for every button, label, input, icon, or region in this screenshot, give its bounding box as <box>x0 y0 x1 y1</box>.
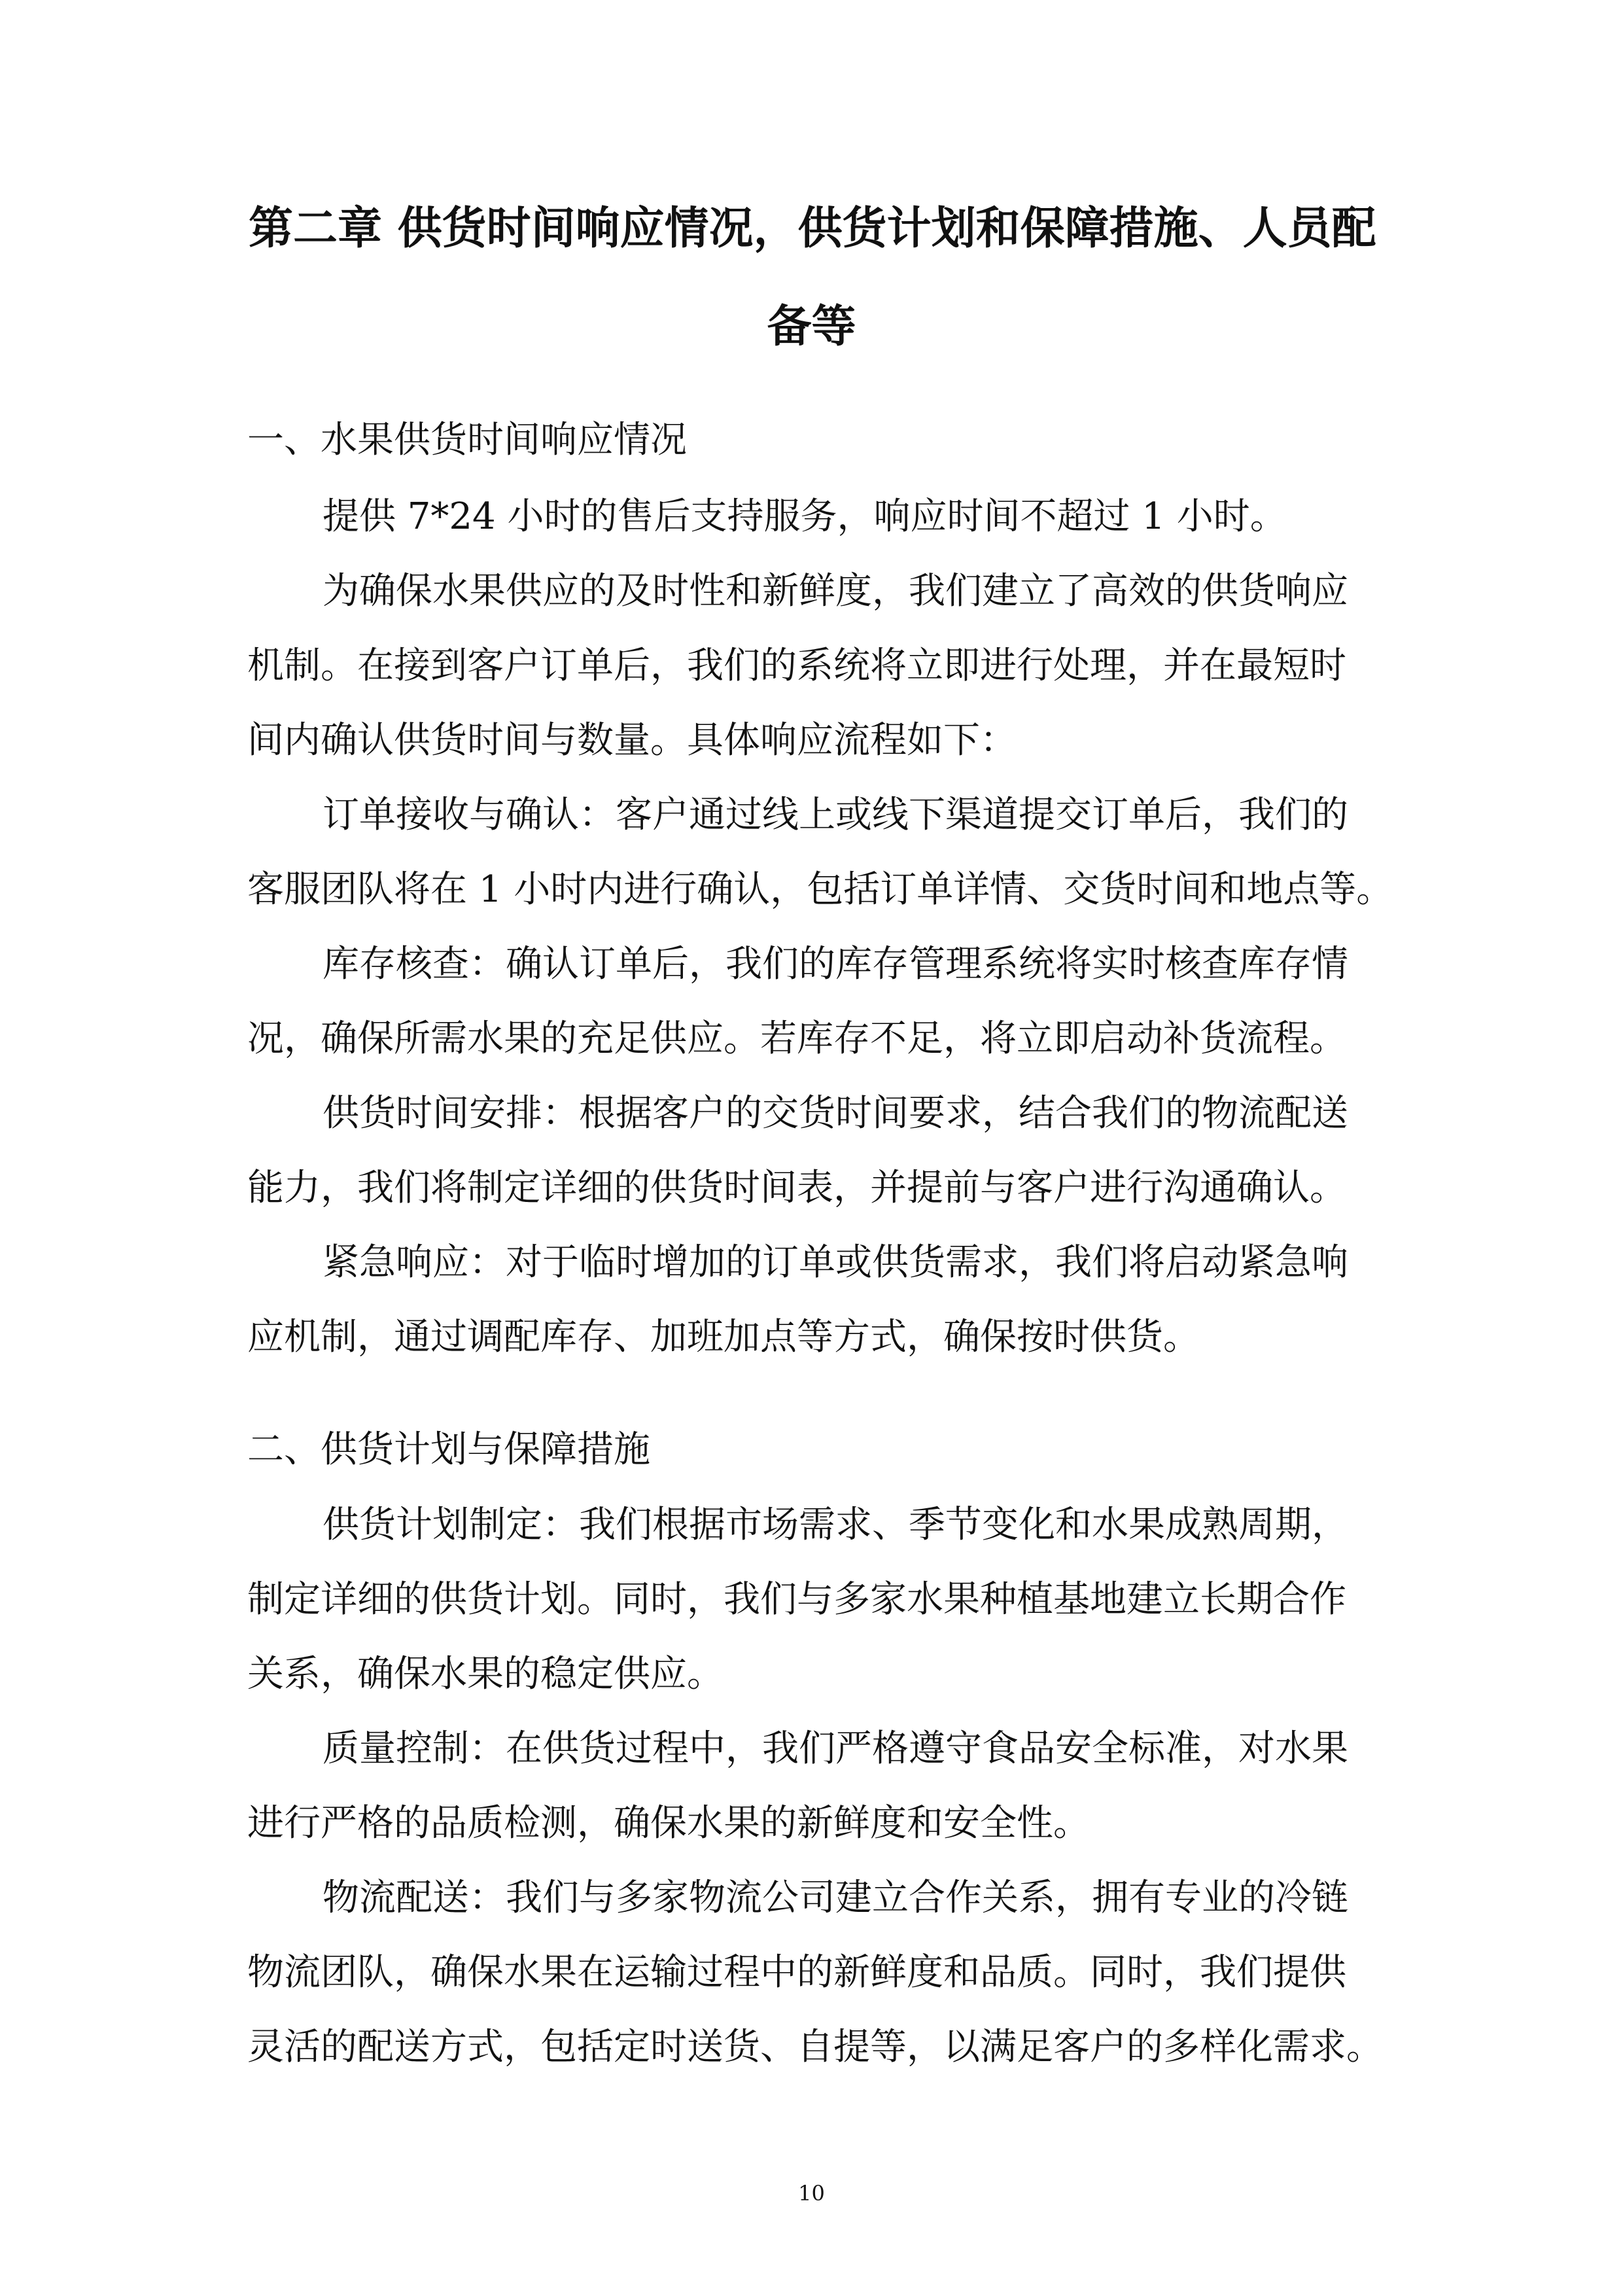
section-1-heading: 一、水果供货时间响应情况 <box>247 419 687 461</box>
paragraph-line: 库存核查：确认订单后，我们的库存管理系统将实时核查库存情 <box>323 943 1348 985</box>
paragraph-line: 能力，我们将制定详细的供货时间表，并提前与客户进行沟通确认。 <box>247 1167 1346 1209</box>
paragraph-line: 机制。在接到客户订单后，我们的系统将立即进行处理，并在最短时 <box>247 645 1346 687</box>
paragraph-line: 物流配送：我们与多家物流公司建立合作关系，拥有专业的冷链 <box>323 1877 1348 1919</box>
paragraph-line: 供货计划制定：我们根据市场需求、季节变化和水果成熟周期， <box>323 1504 1348 1546</box>
paragraph-line: 提供 7*24 小时的售后支持服务，响应时间不超过 1 小时。 <box>323 495 1287 538</box>
page-title <box>249 180 1374 376</box>
section-2-heading: 二、供货计划与保障措施 <box>247 1428 650 1471</box>
paragraph-line: 灵活的配送方式，包括定时送货、自提等，以满足客户的多样化需求。 <box>247 2026 1383 2068</box>
paragraph-line: 间内确认供货时间与数量。具体响应流程如下： <box>247 719 1017 762</box>
paragraph-line: 供货时间安排：根据客户的交货时间要求，结合我们的物流配送 <box>323 1092 1348 1135</box>
paragraph-line: 紧急响应：对于临时增加的订单或供货需求，我们将启动紧急响 <box>323 1241 1348 1284</box>
paragraph-line: 关系，确保水果的稳定供应。 <box>247 1653 724 1695</box>
paragraph-line: 质量控制：在供货过程中，我们严格遵守食品安全标准，对水果 <box>323 1727 1348 1770</box>
paragraph-line: 制定详细的供货计划。同时，我们与多家水果种植基地建立长期合作 <box>247 1578 1346 1621</box>
paragraph-line: 物流团队，确保水果在运输过程中的新鲜度和品质。同时，我们提供 <box>247 1951 1346 1994</box>
paragraph-line: 进行严格的品质检测，确保水果的新鲜度和安全性。 <box>247 1802 1090 1845</box>
paragraph-line: 客服团队将在 1 小时内进行确认，包括订单详情、交货时间和地点等。 <box>247 868 1393 911</box>
paragraph-line: 况，确保所需水果的充足供应。若库存不足，将立即启动补货流程。 <box>247 1017 1346 1060</box>
page-number: 10 <box>798 2181 825 2206</box>
paragraph-line: 为确保水果供应的及时性和新鲜度，我们建立了高效的供货响应 <box>323 570 1348 612</box>
paragraph-line: 订单接收与确认：客户通过线上或线下渠道提交订单后，我们的 <box>323 794 1348 836</box>
title-line-2: 备等 <box>767 301 856 353</box>
paragraph-line: 应机制，通过调配库存、加班加点等方式，确保按时供货。 <box>247 1316 1200 1358</box>
title-line-1: 第二章 供货时间响应情况，供货计划和保障措施、人员配 <box>249 203 1376 255</box>
